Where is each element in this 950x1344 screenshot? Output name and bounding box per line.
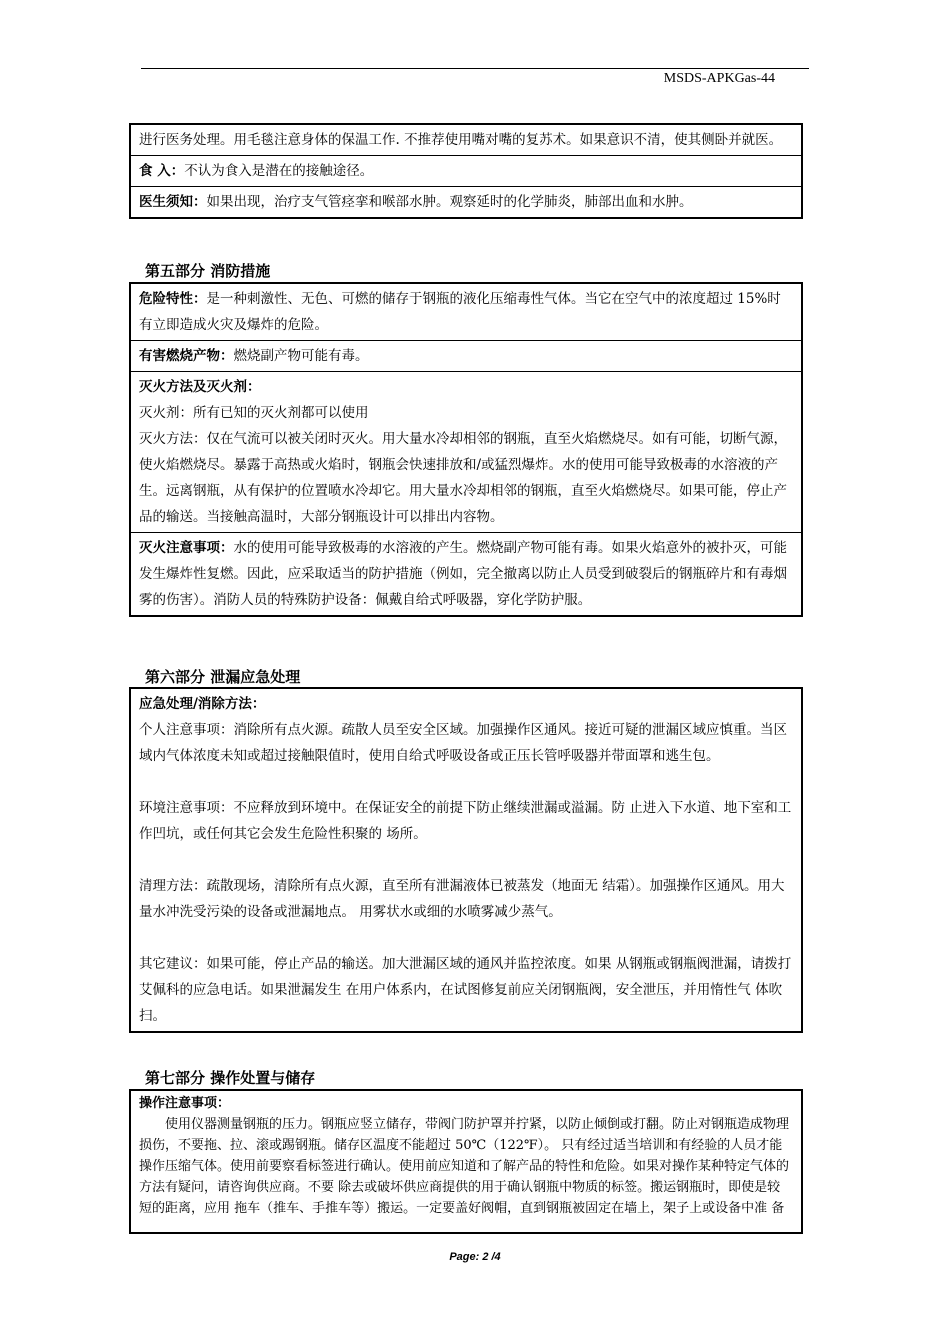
fire-notes-row — [131, 532, 801, 615]
leak-response-content — [131, 689, 801, 1031]
handling-label: 操作注意事项： — [139, 1096, 231, 1111]
section-7-title: 第七部分 操作处置与储存 — [145, 1069, 316, 1087]
extinguish-row — [131, 371, 801, 532]
first-aid-text: 进行医务处理。用毛毯注意身体的保温工作. 不推荐使用嘴对嘴的复苏术。如果意识不清，使其侧卧并就医。 — [139, 132, 783, 148]
first-aid-box — [129, 123, 803, 219]
doctor-note-row — [131, 186, 801, 217]
extinguish-label: 灭火方法及灭火剂： — [139, 379, 261, 395]
combustion-label: 有害燃烧产物： — [139, 348, 234, 364]
hazard-label: 危险特性： — [139, 291, 207, 307]
ingestion-text: 不认为食入是潜在的接触途径。 — [184, 163, 374, 179]
combustion-text: 燃烧副产物可能有毒。 — [233, 348, 369, 364]
extinguish-method: 灭火方法：仅在气流可以被关闭时灭火。用大量水冷却相邻的钢瓶，直至火焰燃烧尽。如有可能，切断气源，使火焰燃烧尽。暴露于高热或火焰时，钢瓶会快速排放和/或猛烈爆炸。水的使用可能导致极毒的水溶液的产生。远离钢瓶，从有保护的位置喷水冷却它。用大量水冷却相邻的钢瓶，直至火焰燃烧尽。如果可能，停止产品的输送。当接触高温时，大部分钢瓶设计可以排出内容物。 — [139, 431, 787, 525]
page-number: Page: 2 /4 — [449, 1251, 501, 1263]
handling-content — [131, 1091, 801, 1221]
personal-precautions: 个人注意事项：消除所有点火源。疏散人员至安全区域。加强操作区通风。接近可疑的泄漏区域应慎重。当区域内气体浓度未知或超过接触限值时，使用自给式呼吸设备或正压长管呼吸器并带面罩和逃生包。 — [139, 722, 787, 764]
ingestion-label: 食 入： — [139, 163, 185, 179]
handling-text: 使用仪器测量钢瓶的压力。钢瓶应竖立储存，带阀门防护罩并拧紧，以防止倾倒或打翻。防止对钢瓶造成物理损伤，不要拖、拉、滚或踢钢瓶。储存区温度不能超过 50℃（122℉）。 只有经过适当培训和有经验的人员才能操作压缩气体。使用前要察看标签进行确认。使用前应知道和了解产品的特性和危险。如果对操作某种特定气体的方法有疑问，请咨询供应商。不要 除去或破坏供应商提供的用于确认钢瓶中物质的标签。搬运钢瓶时，即使是较短的距离，应用 拖车（推车、手推车等）搬运。一定要盖好阀帽，直到钢瓶被固定在墙上，架子上或设备中准 备 — [139, 1117, 790, 1216]
combustion-row — [131, 340, 801, 371]
first-aid-continued — [131, 125, 801, 155]
section-5-title: 第五部分 消防措施 — [145, 262, 271, 280]
extinguish-agent: 灭火剂：所有已知的灭火剂都可以使用 — [139, 405, 369, 421]
leak-response-label: 应急处理/消除方法： — [139, 696, 266, 712]
doctor-note-text: 如果出现，治疗支气管痉挛和喉部水肿。观察延时的化学肺炎，肺部出血和水肿。 — [206, 194, 693, 210]
fire-notes-label: 灭火注意事项： — [139, 540, 234, 556]
other-advice: 其它建议：如果可能，停止产品的输送。加大泄漏区域的通风并监控浓度。如果 从钢瓶或钢瓶阀泄漏，请拨打艾佩科的应急电话。如果泄漏发生 在用户体系内，在试图修复前应关闭钢瓶阀，安全泄压，并用惰性气 体吹扫。 — [139, 956, 792, 1024]
hazard-text: 是一种刺激性、无色、可燃的储存于钢瓶的液化压缩毒性气体。当它在空气中的浓度超过 15%时有立即造成火灾及爆炸的危险。 — [139, 291, 781, 333]
doctor-note-label: 医生须知： — [139, 194, 207, 210]
handling-box — [129, 1089, 803, 1234]
hazard-row — [131, 284, 801, 340]
leak-response-box — [129, 687, 803, 1033]
document-id: MSDS-APKGas-44 — [663, 71, 775, 86]
ingestion-row — [131, 155, 801, 186]
firefighting-box — [129, 282, 803, 617]
section-6-title: 第六部分 泄漏应急处理 — [145, 668, 301, 686]
fire-notes-text: 水的使用可能导致极毒的水溶液的产生。燃烧副产物可能有毒。如果火焰意外的被扑灭，可能发生爆炸性复燃。因此，应采取适当的防护措施（例如，完全撤离以防止人员受到破裂后的钢瓶碎片和有毒烟雾的伤害）。消防人员的特殊防护设备：佩戴自给式呼吸器，穿化学防护服。 — [139, 540, 787, 608]
header-rule — [141, 68, 809, 69]
environmental-precautions: 环境注意事项：不应释放到环境中。在保证安全的前提下防止继续泄漏或溢漏。防 止进入下水道、地下室和工作凹坑，或任何其它会发生危险性积聚的 场所。 — [139, 800, 792, 842]
cleanup-methods: 清理方法：疏散现场，清除所有点火源，直至所有泄漏液体已被蒸发（地面无 结霜）。加强操作区通风。用大量水冲洗受污染的设备或泄漏地点。 用雾状水或细的水喷雾减少蒸气。 — [139, 878, 785, 920]
